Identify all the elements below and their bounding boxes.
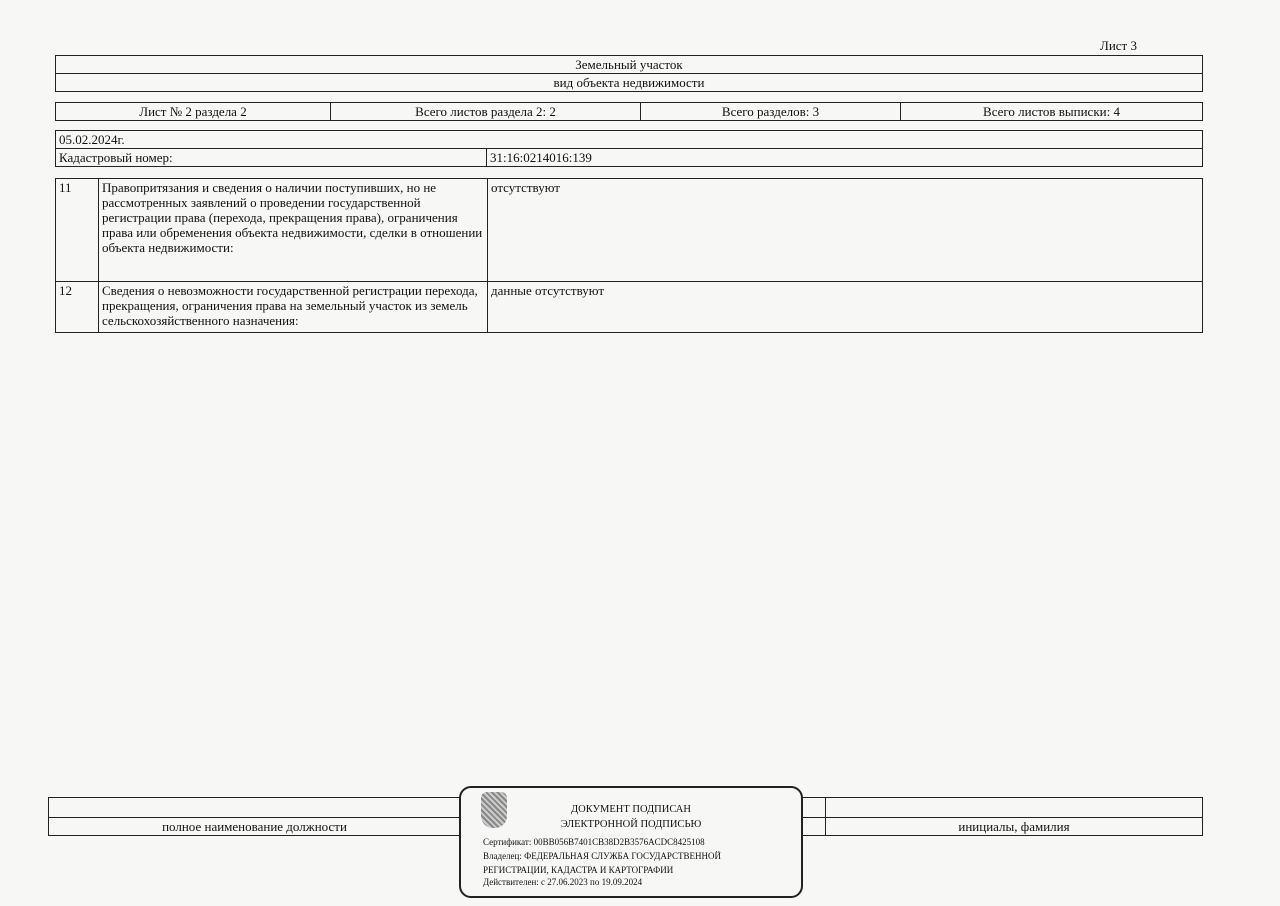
row-label: Правопритязания и сведения о наличии поступивших, но не рассмотренных заявлений о проведении государственной регистрации права (перехода, прекращения права), ограничения права или обременения объекта недвижимости, сделки в отношении объекта недвижимости: bbox=[99, 179, 488, 282]
stamp-owner-cont: РЕГИСТРАЦИИ, КАДАСТРА И КАРТОГРАФИИ bbox=[483, 865, 674, 875]
section-sheets-total: Всего листов раздела 2: 2 bbox=[331, 103, 641, 121]
sheet-of-section: Лист № 2 раздела 2 bbox=[56, 103, 331, 121]
row-number: 11 bbox=[56, 179, 99, 282]
object-type: Земельный участок bbox=[56, 56, 1203, 74]
position-caption: полное наименование должности bbox=[49, 818, 461, 836]
cadastral-table bbox=[55, 130, 1203, 167]
object-type-table bbox=[55, 55, 1203, 92]
table-row bbox=[56, 282, 1203, 333]
row-value: отсутствуют bbox=[488, 179, 1203, 282]
sheet-number: Лист 3 bbox=[1100, 38, 1137, 53]
electronic-signature-stamp bbox=[459, 786, 803, 898]
stamp-line1: ДОКУМЕНТ ПОДПИСАН bbox=[571, 804, 691, 815]
stamp-validity: Действителен: с 27.06.2023 по 19.09.2024 bbox=[483, 877, 643, 887]
stamp-owner: Владелец: ФЕДЕРАЛЬНАЯ СЛУЖБА ГОСУДАРСТВЕННОЙ bbox=[483, 851, 722, 861]
row-value: данные отсутствуют bbox=[488, 282, 1203, 333]
coat-of-arms-icon bbox=[481, 792, 507, 828]
cadastral-number: 31:16:0214016:139 bbox=[487, 149, 1203, 167]
sections-total: Всего разделов: 3 bbox=[641, 103, 901, 121]
date: 05.02.2024г. bbox=[56, 131, 1203, 149]
cadastral-label: Кадастровый номер: bbox=[56, 149, 487, 167]
extract-sheets-total: Всего листов выписки: 4 bbox=[901, 103, 1203, 121]
stamp-certificate: Сертификат: 00BB056B7401CB38D2B3576ACDC8425108 bbox=[483, 837, 705, 847]
stamp-line2: ЭЛЕКТРОННОЙ ПОДПИСЬЮ bbox=[560, 819, 702, 830]
name-caption: инициалы, фамилия bbox=[826, 818, 1203, 836]
object-type-caption: вид объекта недвижимости bbox=[56, 74, 1203, 92]
info-table bbox=[55, 178, 1203, 333]
row-number: 12 bbox=[56, 282, 99, 333]
counts-table bbox=[55, 102, 1203, 121]
row-label: Сведения о невозможности государственной регистрации перехода, прекращения, ограничения права на земельный участок из земель сельскохозяйственного назначения: bbox=[99, 282, 488, 333]
table-row bbox=[56, 179, 1203, 282]
